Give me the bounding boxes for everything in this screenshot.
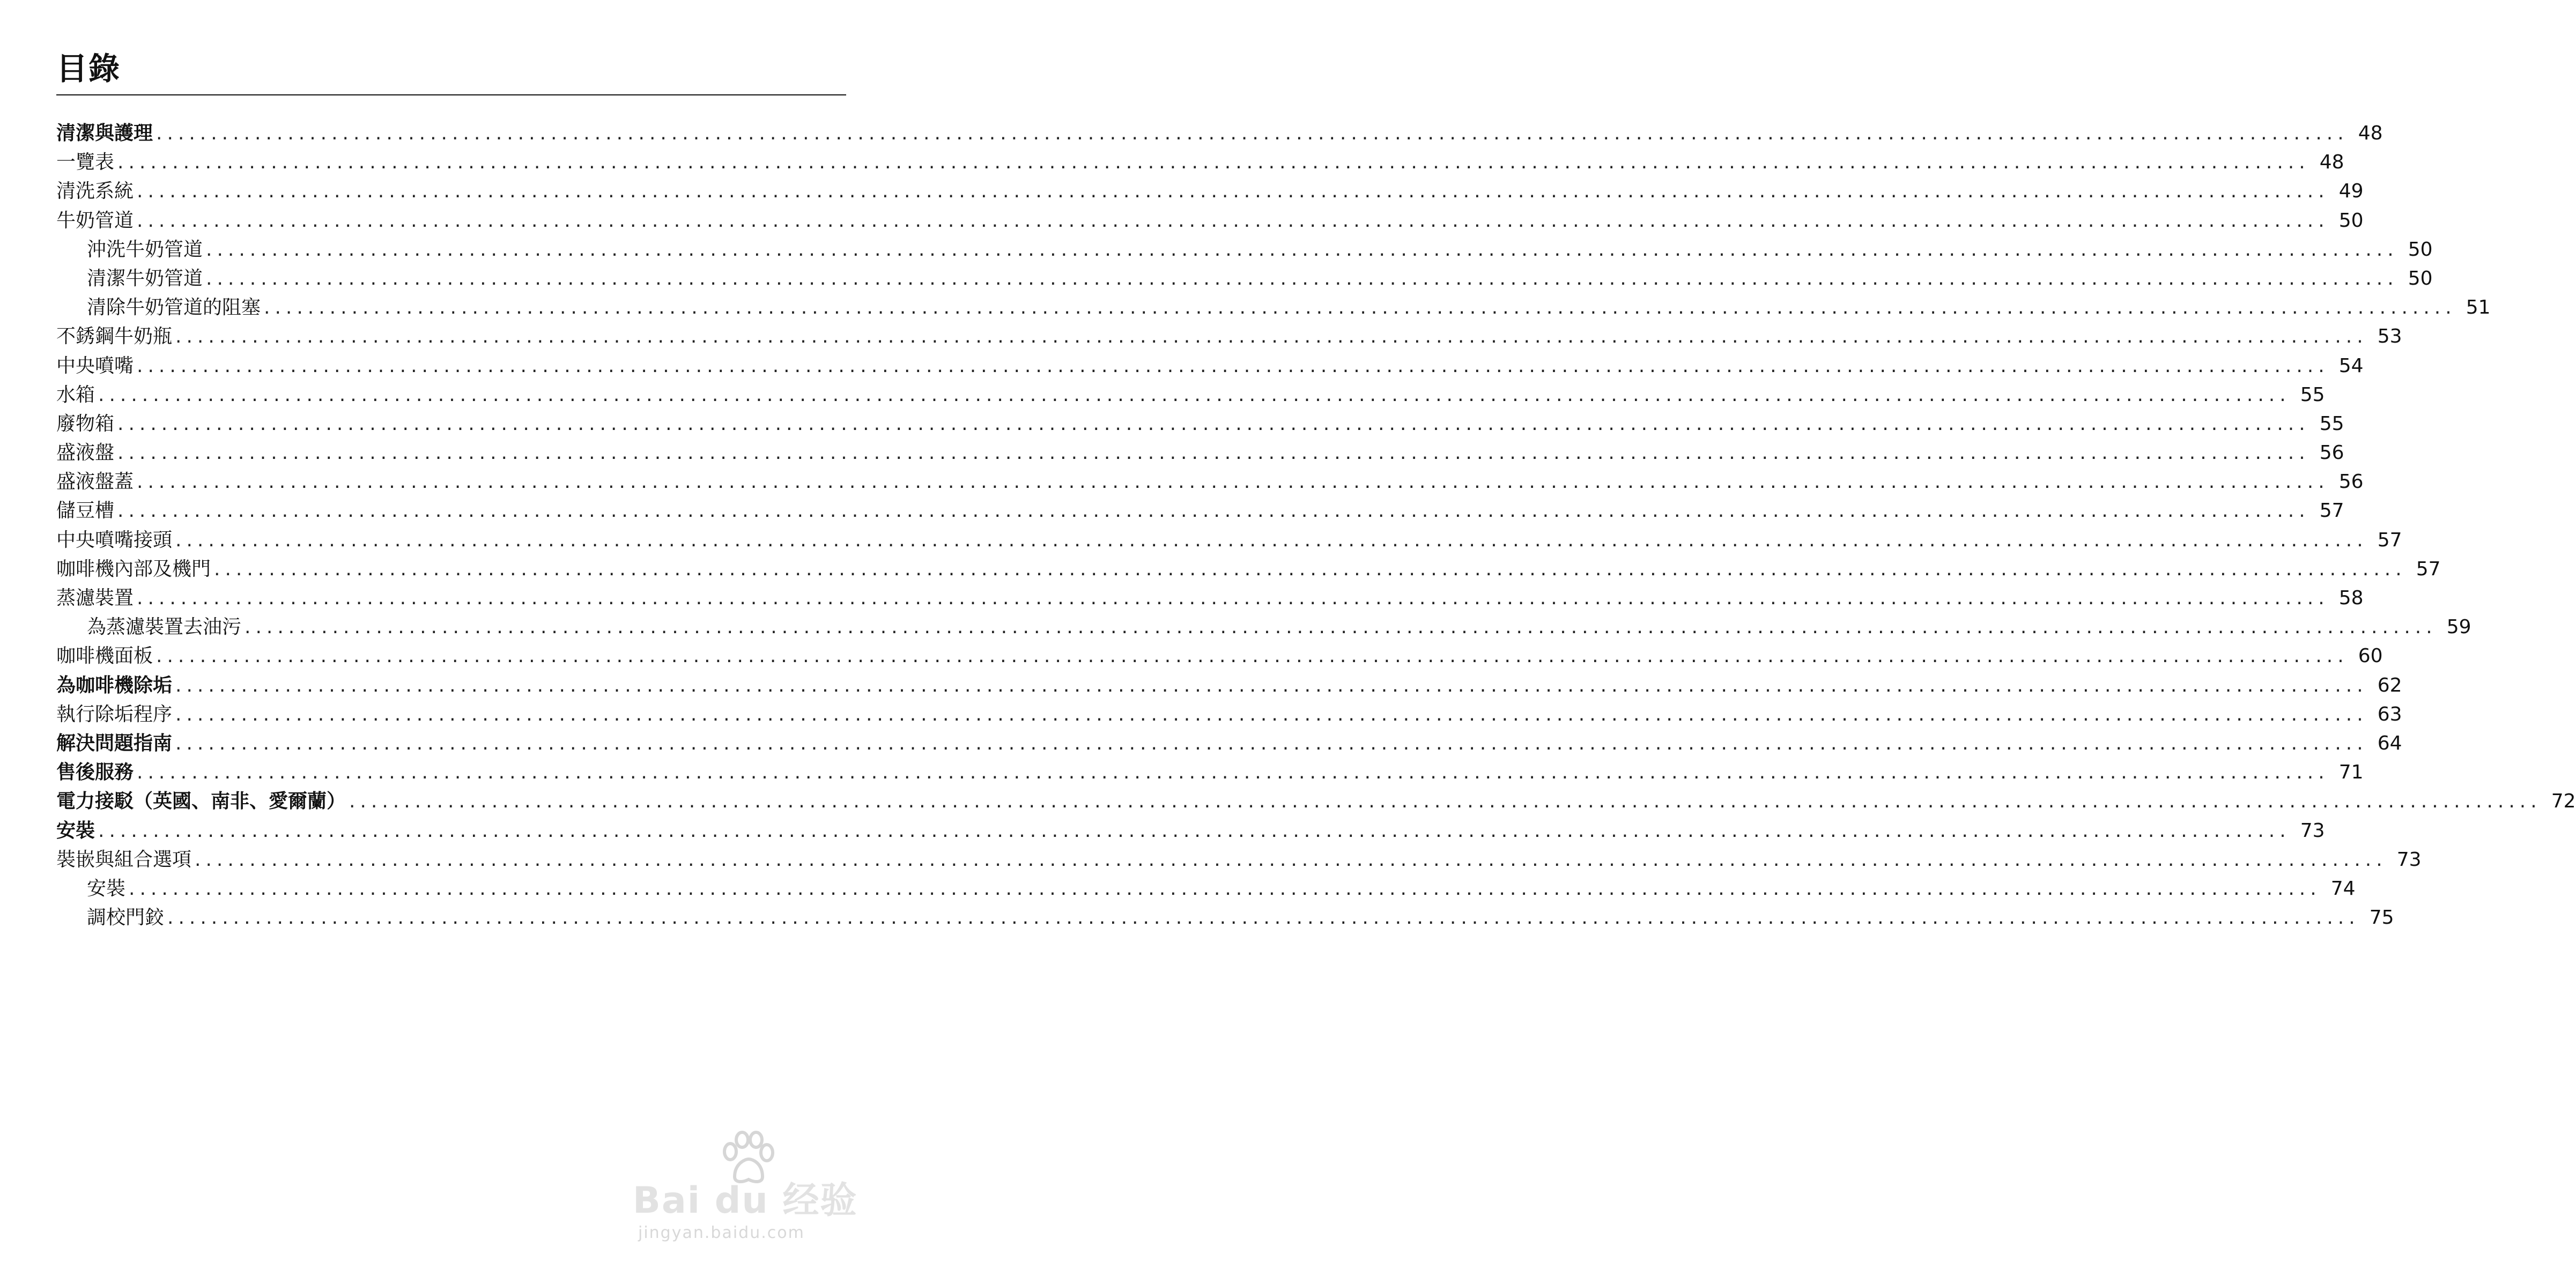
- toc-entry: [56, 148, 2344, 177]
- baidu-watermark: [633, 1131, 858, 1242]
- toc-page-number: 75: [2369, 907, 2394, 929]
- toc-page-number: 60: [2358, 645, 2383, 667]
- toc-page-number: 59: [2446, 616, 2471, 639]
- toc-dot-leader: ........................................................................................................................................................................................................: [98, 819, 2291, 842]
- toc-entry-title: 電力接駁（英國、南非、愛爾蘭）: [56, 790, 346, 813]
- toc-page-number: 55: [2300, 383, 2325, 406]
- toc-entry-title: 廢物箱: [56, 412, 115, 435]
- toc-entry-title: 安裝: [87, 877, 126, 900]
- toc-dot-leader: ........................................................................................................................................................................................................: [175, 703, 2368, 725]
- toc-entry: [56, 729, 2402, 758]
- toc-entry-title: 售後服務: [56, 761, 134, 784]
- toc-page-number: 64: [2377, 732, 2402, 754]
- toc-dot-leader: ........................................................................................................................................................................................................: [117, 412, 2310, 435]
- toc-entry: [56, 817, 2325, 845]
- toc-page-number: 74: [2330, 877, 2356, 900]
- toc-page-number: 55: [2319, 412, 2344, 435]
- toc-dot-leader: ........................................................................................................................................................................................................: [245, 616, 2437, 639]
- toc-page-number: 63: [2377, 703, 2402, 725]
- toc-page-number: 71: [2338, 761, 2364, 784]
- toc-entry-title: 盛液盤: [56, 442, 115, 464]
- toc-page-number: 57: [2416, 558, 2441, 580]
- toc-entry: [56, 381, 2325, 410]
- toc-entry: [56, 352, 2364, 381]
- toc-entry: [56, 468, 2364, 496]
- toc-dot-leader: ........................................................................................................................................................................................................: [206, 267, 2399, 290]
- toc-entry: [56, 322, 2402, 351]
- toc-entry-title: 中央噴嘴接頭: [56, 529, 173, 551]
- toc-entry-title: 清潔牛奶管道: [87, 267, 203, 290]
- title-divider: [56, 94, 846, 95]
- toc-page-number: 56: [2319, 442, 2344, 464]
- toc-dot-leader: ........................................................................................................................................................................................................: [175, 674, 2368, 696]
- page-title: 目錄: [56, 50, 121, 87]
- toc-entry: [56, 671, 2402, 700]
- toc-entry-title: 裝嵌與組合選項: [56, 848, 192, 871]
- toc-entry-title: 執行除垢程序: [56, 703, 173, 725]
- toc-entry-title: 安裝: [56, 819, 95, 842]
- toc-dot-leader: ........................................................................................................................................................................................................: [117, 442, 2310, 464]
- toc-dot-leader: ........................................................................................................................................................................................................: [264, 296, 2456, 319]
- toc-dot-leader: ........................................................................................................................................................................................................: [167, 907, 2360, 929]
- toc-page-number: 73: [2300, 819, 2325, 842]
- toc-entry: [56, 264, 2433, 293]
- toc-page-number: 48: [2319, 151, 2344, 174]
- watermark-url: jingyan.baidu.com: [638, 1223, 805, 1242]
- toc-entry-title: 清洗系統: [56, 180, 134, 203]
- toc-entry: [56, 439, 2344, 468]
- toc-dot-leader: ........................................................................................................................................................................................................: [137, 761, 2329, 784]
- toc-page-number: 56: [2338, 471, 2364, 493]
- watermark-logo-text: Bai du 经验: [633, 1179, 858, 1222]
- toc-dot-leader: ........................................................................................................................................................................................................: [137, 180, 2329, 203]
- toc-page-number: 50: [2408, 267, 2433, 290]
- toc-page-number: 48: [2358, 122, 2383, 144]
- toc-entry: [56, 555, 2441, 584]
- toc-page-number: 58: [2338, 587, 2364, 609]
- toc-entry: [56, 642, 2383, 671]
- toc-entry-title: 清除牛奶管道的阻塞: [87, 296, 261, 319]
- table-of-contents: [56, 119, 2576, 932]
- toc-dot-leader: ........................................................................................................................................................................................................: [349, 790, 2542, 813]
- toc-entry-title: 為蒸濾裝置去油污: [87, 616, 242, 639]
- toc-dot-leader: ........................................................................................................................................................................................................: [137, 471, 2329, 493]
- toc-page-number: 53: [2377, 325, 2402, 348]
- toc-entry: [56, 410, 2344, 439]
- toc-entry: [56, 206, 2364, 235]
- toc-entry: [56, 293, 2491, 322]
- toc-entry-title: 儲豆槽: [56, 500, 115, 522]
- toc-dot-leader: ........................................................................................................................................................................................................: [98, 383, 2291, 406]
- toc-entry: [56, 526, 2402, 555]
- toc-entry-title: 牛奶管道: [56, 209, 134, 232]
- toc-dot-leader: ........................................................................................................................................................................................................: [175, 529, 2368, 551]
- toc-dot-leader: ........................................................................................................................................................................................................: [129, 877, 2321, 900]
- toc-dot-leader: ........................................................................................................................................................................................................: [156, 645, 2349, 667]
- toc-dot-leader: ........................................................................................................................................................................................................: [117, 500, 2310, 522]
- toc-page-number: 50: [2338, 209, 2364, 232]
- toc-entry: [56, 496, 2344, 525]
- toc-entry-title: 一覽表: [56, 151, 115, 174]
- toc-entry: [56, 119, 2383, 148]
- toc-dot-leader: ........................................................................................................................................................................................................: [156, 122, 2349, 144]
- toc-page-number: 54: [2338, 354, 2364, 377]
- toc-entry-title: 中央噴嘴: [56, 354, 134, 377]
- toc-entry: [56, 758, 2364, 787]
- toc-dot-leader: ........................................................................................................................................................................................................: [175, 325, 2368, 348]
- toc-page-number: 57: [2377, 529, 2402, 551]
- toc-page-number: 50: [2408, 238, 2433, 261]
- toc-dot-leader: ........................................................................................................................................................................................................: [137, 354, 2329, 377]
- toc-entry: [56, 874, 2356, 903]
- toc-dot-leader: ........................................................................................................................................................................................................: [206, 238, 2399, 261]
- toc-page-number: 57: [2319, 500, 2344, 522]
- toc-entry-title: 水箱: [56, 383, 95, 406]
- toc-entry: [56, 903, 2394, 932]
- toc-entry: [56, 845, 2422, 874]
- toc-entry-title: 解決問題指南: [56, 732, 173, 754]
- toc-entry: [56, 787, 2576, 816]
- toc-entry-title: 咖啡機內部及機門: [56, 558, 211, 580]
- toc-page-number: 73: [2396, 848, 2422, 871]
- toc-entry: [56, 700, 2402, 729]
- toc-entry-title: 清潔與護理: [56, 122, 153, 144]
- toc-dot-leader: ........................................................................................................................................................................................................: [137, 209, 2329, 232]
- toc-page-number: 51: [2466, 296, 2491, 319]
- toc-entry-title: 調校門鉸: [87, 907, 165, 929]
- toc-entry-title: 蒸濾裝置: [56, 587, 134, 609]
- toc-dot-leader: ........................................................................................................................................................................................................: [195, 848, 2387, 871]
- toc-page-number: 62: [2377, 674, 2402, 696]
- toc-entry-title: 沖洗牛奶管道: [87, 238, 203, 261]
- toc-entry: [56, 235, 2433, 264]
- toc-page-number: 72: [2551, 790, 2576, 813]
- toc-entry-title: 盛液盤蓋: [56, 471, 134, 493]
- toc-entry-title: 咖啡機面板: [56, 645, 153, 667]
- toc-entry: [56, 584, 2364, 613]
- toc-dot-leader: ........................................................................................................................................................................................................: [175, 732, 2368, 754]
- toc-dot-leader: ........................................................................................................................................................................................................: [214, 558, 2407, 580]
- toc-entry: [56, 613, 2471, 642]
- toc-page-number: 49: [2338, 180, 2364, 203]
- toc-entry: [56, 177, 2364, 206]
- paw-icon: [719, 1131, 778, 1185]
- toc-dot-leader: ........................................................................................................................................................................................................: [117, 151, 2310, 174]
- toc-entry-title: 為咖啡機除垢: [56, 674, 173, 696]
- toc-dot-leader: ........................................................................................................................................................................................................: [137, 587, 2329, 609]
- toc-entry-title: 不銹鋼牛奶瓶: [56, 325, 173, 348]
